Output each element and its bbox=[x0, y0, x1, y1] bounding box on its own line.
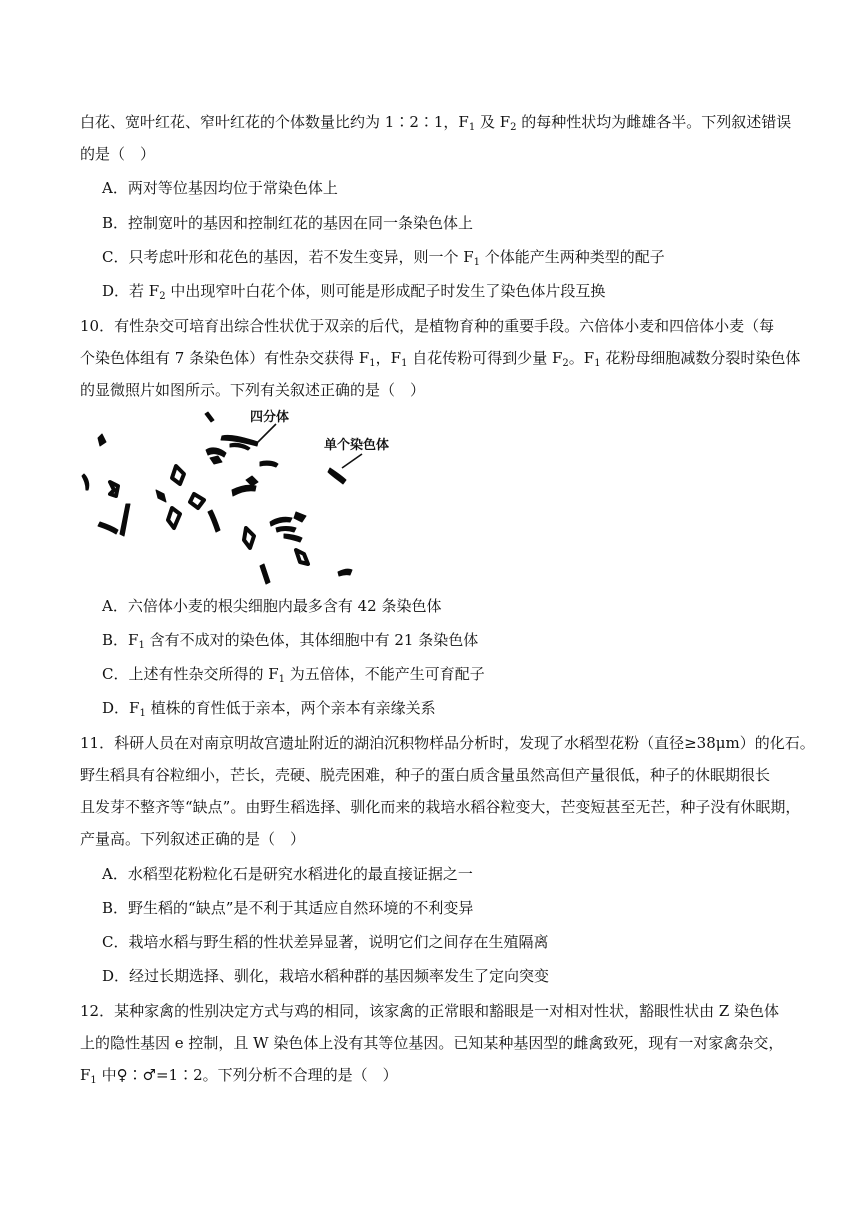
chromosome-blob bbox=[120, 504, 130, 536]
chromosome-blob bbox=[232, 485, 256, 496]
q11-stem-line-2: 野生稻具有谷粒细小，芒长，壳硬、脱壳困难，种子的蛋白质含量虽然高但产量很低，种子的休眠期很长 bbox=[80, 766, 771, 784]
q11-option-d: D．经过长期选择、驯化，栽培水稻种群的基因频率发生了定向突变 bbox=[102, 967, 550, 985]
q9-option-a: A．两对等位基因均位于常染色体上 bbox=[102, 179, 338, 197]
chromosome-blob bbox=[168, 508, 180, 528]
q11-option-b: B．野生稻的“缺点”是不利于其适应自然环境的不利变异 bbox=[102, 899, 474, 917]
chromosome-blob bbox=[82, 474, 89, 490]
q10-option-d: D．$F_1$ 植株的育性低于亲本，两个亲本有亲缘关系 bbox=[102, 699, 436, 719]
chromosome-blob bbox=[208, 510, 220, 532]
label-single-chromosome: 单个染色体 bbox=[324, 438, 390, 453]
q11-stem-line-1: 11．科研人员在对南京明故宫遗址附近的湖泊沉积物样品分析时，发现了水稻型花粉（直径≥38μm）的化石。 bbox=[80, 734, 815, 752]
chromosome-blob bbox=[244, 528, 254, 548]
q9-stem-line-1: 白花、宽叶红花、窄叶红花的个体数量比约为 1∶2∶1，$F_1$ 及 $F_2$ 的每种性状均为雌雄各半。下列叙述错误 bbox=[80, 113, 792, 133]
q11-option-c: C．栽培水稻与野生稻的性状差异显著，说明它们之间存在生殖隔离 bbox=[102, 933, 549, 951]
chromosome-blob bbox=[205, 412, 214, 422]
chromosome-blob bbox=[246, 476, 258, 486]
chromosome-blob bbox=[276, 527, 296, 533]
chromosome-blob bbox=[172, 466, 184, 484]
chromosome-blob bbox=[296, 550, 308, 564]
chromosome-blob bbox=[284, 534, 302, 542]
chromosome-blob bbox=[210, 456, 222, 464]
q10-stem-line-2: 个染色体组有 7 条染色体）有性杂交获得 $F_1$，$F_1$ 自花传粉可得到少量 $F_2$。$F_1$ 花粉母细胞减数分裂时染色体 bbox=[80, 349, 801, 369]
chromosome-blob bbox=[98, 522, 118, 534]
chromosome-blobs bbox=[82, 412, 352, 584]
chromosome-blob bbox=[98, 434, 106, 446]
chromosome-blob bbox=[294, 512, 306, 522]
q10-option-c: C．上述有性杂交所得的 $F_1$ 为五倍体，不能产生可育配子 bbox=[102, 665, 485, 685]
chromosome-blob bbox=[270, 517, 292, 526]
q9-stem-line-2: 的是（ ） bbox=[80, 145, 156, 163]
q9-option-b: B．控制宽叶的基因和控制红花的基因在同一条染色体上 bbox=[102, 214, 474, 232]
chromosome-micrograph-figure bbox=[80, 404, 410, 588]
q12-stem-line-1: 12．某种家禽的性别决定方式与鸡的相同，该家禽的正常眼和豁眼是一对相对性状，豁眼性状由 Z 染色体 bbox=[80, 1002, 780, 1020]
q12-stem-line-3: $F_1$ 中♀∶♂=1∶2。下列分析不合理的是（ ） bbox=[80, 1066, 398, 1086]
q9-option-d: D．若 $F_2$ 中出现窄叶白花个体，则可能是形成配子时发生了染色体片段互换 bbox=[102, 282, 606, 302]
q11-stem-line-3: 且发芽不整齐等“缺点”。由野生稻选择、驯化而来的栽培水稻谷粒变大，芒变短甚至无芒，种子没有休眠期， bbox=[80, 798, 801, 816]
chromosome-blob bbox=[260, 564, 270, 584]
label-tetrad: 四分体 bbox=[250, 410, 290, 425]
q10-stem-line-1: 10．有性杂交可培育出综合性状优于双亲的后代，是植物育种的重要手段。六倍体小麦和四倍体小麦（每 bbox=[80, 317, 775, 335]
chromosome-blob bbox=[328, 468, 346, 484]
chromosome-blob bbox=[206, 448, 226, 457]
chromosome-blob bbox=[230, 443, 250, 450]
chromosome-blob bbox=[156, 490, 166, 502]
q11-stem-line-4: 产量高。下列叙述正确的是（ ） bbox=[80, 830, 306, 848]
q12-stem-line-2: 上的隐性基因 e 控制，且 W 染色体上没有其等位基因。已知某种基因型的雌禽致死，现有一对家禽杂交， bbox=[80, 1034, 784, 1052]
chromosome-blob bbox=[190, 494, 204, 508]
q10-stem-line-3: 的显微照片如图所示。下列有关叙述正确的是（ ） bbox=[80, 381, 426, 399]
q10-option-a: A．六倍体小麦的根尖细胞内最多含有 42 条染色体 bbox=[102, 597, 442, 615]
q11-option-a: A．水稻型花粉粒化石是研究水稻进化的最直接证据之一 bbox=[102, 865, 473, 883]
q9-option-c: C．只考虑叶形和花色的基因，若不发生变异，则一个 $F_1$ 个体能产生两种类型的配子 bbox=[102, 248, 665, 268]
chromosome-blob bbox=[110, 482, 118, 496]
chromosome-blob bbox=[260, 461, 278, 467]
q10-option-b: B．$F_1$ 含有不成对的染色体，其体细胞中有 21 条染色体 bbox=[102, 631, 479, 651]
chromosome-blob bbox=[338, 569, 352, 576]
